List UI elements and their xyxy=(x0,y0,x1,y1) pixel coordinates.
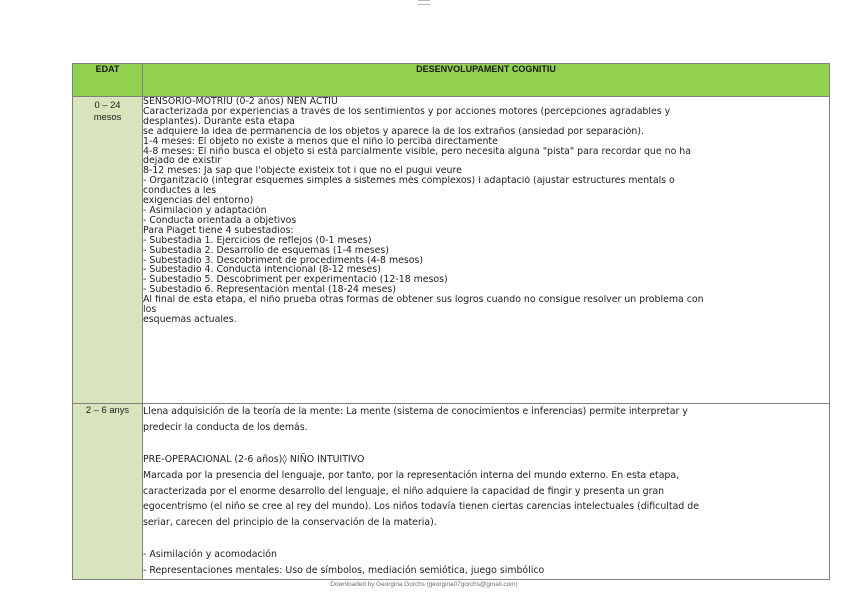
age-label xyxy=(73,97,142,123)
content-line: 4-8 meses: El niño busca el objeto si está parcialmente visible, pero necesita alguna "pista" para recordar que no ha xyxy=(143,146,691,157)
content-line: - Asimilación y adaptación xyxy=(143,205,267,216)
content-line: se adquiere la idea de permanencia de los objetos y aparece la de los extraños (ansiedad por separación). xyxy=(143,126,644,137)
age-label: 2 – 6 anys xyxy=(85,404,130,415)
content-cell xyxy=(143,97,830,404)
age-label-line: 0 – 24 xyxy=(94,99,121,110)
content-line: - Organització (integrar esquemes simples a sistemes més complexos) i adaptació (ajustar estructures mentals o xyxy=(143,176,675,187)
age-label-line: mesos xyxy=(93,111,122,122)
content-line: Caracterizada por experiencias a través de los sentimientos y por acciones motores (percepciones agradables y xyxy=(143,106,671,117)
content-line: - Subestadio 5. Descobriment per experimentació (12-18 mesos) xyxy=(143,275,448,286)
content-line: esquemas actuales. xyxy=(143,314,237,325)
content-line: - Asimilación y acomodación xyxy=(143,549,277,561)
content-line: Marcada por la presencia del lenguaje, por tanto, por la representación interna del mundo externo. En esta etapa, xyxy=(143,469,680,481)
content-line: - Subestadio 6. Representación mental (18-24 meses) xyxy=(143,285,396,296)
download-footer: Downloaded by Georgina Gorchs (georgina07gorchs@gmail.com) xyxy=(330,581,518,588)
age-cell xyxy=(73,97,143,404)
page-top-mark xyxy=(418,0,430,5)
table-row xyxy=(73,404,830,580)
content-line: - Subestadia 2. Desarrollo de esquemas (1-4 meses) xyxy=(143,245,389,256)
content-line: desplantes). Durante esta etapa xyxy=(143,116,295,127)
content-line: conductes a les xyxy=(143,186,217,197)
content-line: Llena adquisición de la teoría de la mente: La mente (sistema de conocimientos e inferencias) permite interpretar y xyxy=(143,406,688,417)
table-header-row xyxy=(73,64,830,97)
table-row xyxy=(73,97,830,404)
content-line: seriar, carecen del principio de la conservación de la materia). xyxy=(143,517,437,529)
content-cell xyxy=(143,404,830,580)
content-line: egocentrismo (el niño se cree al rey del mundo). Los niños todavía tienen ciertas carencias intelectuales (dificultad de xyxy=(143,501,699,513)
content-line: Para Piaget tiene 4 subestadios: xyxy=(143,225,294,236)
content-spacer xyxy=(143,436,829,452)
content-line: dejado de existir xyxy=(143,156,222,167)
content-line: SENSORIO-MOTRIU (0-2 años) NEN ACTIU xyxy=(143,97,338,107)
age-cell xyxy=(73,404,143,580)
header-desenvolupament-cognitiu: DESENVOLUPAMENT COGNITIU xyxy=(143,64,830,97)
content-line: PRE-OPERACIONAL (2-6 años)◊ NIÑO INTUITIVO xyxy=(143,453,365,465)
content-line: predecir la conducta de los demás. xyxy=(143,421,308,433)
content-line: 8-12 meses: Ja sap que l'objecte existeix tot i que no el pugui veure xyxy=(143,166,462,177)
content-line: los xyxy=(143,305,157,315)
content-line: - Subestadio 3. Descobriment de procediments (4-8 mesos) xyxy=(143,255,424,266)
content-line: caracterizada por el enorme desarrollo del lenguaje, el niño adquiere la capacidad de fingir y presenta un gran xyxy=(143,485,665,497)
content-line: - Subestadio 4. Conducta intencional (8-12 meses) xyxy=(143,265,381,276)
content-line: 1-4 meses: El objeto no existe a menos que el niño lo perciba directamente xyxy=(143,136,498,147)
development-table xyxy=(72,63,830,580)
content-line: - Representaciones mentales: Uso de símbolos, mediación semiótica, juego simbólico xyxy=(143,565,545,577)
header-edat: EDAT xyxy=(73,64,143,97)
content-line: Al final de esta etapa, el niño prueba otras formas de obtener sus logros cuando no consigue resolver un problema con xyxy=(143,295,704,306)
content-spacer xyxy=(143,531,829,547)
content-line: - Conducta orientada a objetivos xyxy=(143,215,297,226)
content-line: exigencias del entorno) xyxy=(143,196,254,206)
content-line: - Subestadia 1. Ejercicios de reflejos (0-1 meses) xyxy=(143,235,372,246)
